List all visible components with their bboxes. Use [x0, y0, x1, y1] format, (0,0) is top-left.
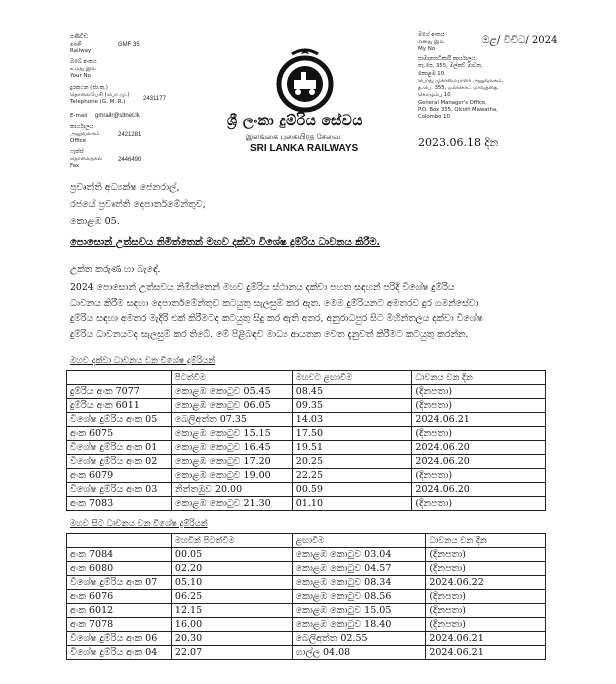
my-no-label-en: My No — [418, 46, 436, 52]
table-row — [67, 618, 546, 632]
email-label: E-mail — [70, 113, 88, 119]
table-cell: 02.20 — [171, 562, 292, 576]
table-cell: (දිනපතා) — [426, 604, 546, 618]
my-no-label-si: මගේ අංකය — [418, 32, 445, 38]
table-cell: ගාල්ල 04.08 — [292, 646, 426, 660]
table-header-cell: පිටත්වීම — [171, 371, 292, 385]
table-cell: 22.25 — [292, 469, 412, 483]
table-cell: අංක 6080 — [67, 562, 172, 576]
email-value: gmrailr@sltnet.lk — [95, 113, 140, 119]
address-line: General Manager's Office, — [418, 99, 487, 106]
subject-heading: පොසොන් උත්සවය නිමිත්තෙන් මහව දක්වා විශේෂ දුම්රිය ධාවනය කිරීම. — [70, 237, 381, 248]
fax-label-si: ෆැක්ස් — [70, 149, 84, 155]
office-address — [418, 56, 503, 122]
my-no-label-ta: எனது இல — [418, 39, 445, 45]
table-cell: 20.25 — [292, 455, 412, 469]
table-cell: (දිනපතා) — [412, 469, 546, 483]
table-row — [67, 427, 546, 441]
fax-label-en: Fax — [70, 163, 80, 169]
table-cell: විශේෂ දුම්රිය අංක 03 — [67, 483, 172, 497]
address-line: P.O. Box 355, Olcott Mawatha, — [418, 107, 498, 114]
telephone-field — [70, 85, 130, 106]
table-cell: කොළඹ කොටුව 16.45 — [171, 441, 292, 455]
table-cell: 14.03 — [292, 413, 412, 427]
table-row — [67, 469, 546, 483]
table-cell: කොළඹ කොටුව 06.05 — [171, 399, 292, 413]
table-cell: බෙලිඅත්ත 02.55 — [292, 632, 426, 646]
your-no-field — [70, 59, 97, 80]
table-cell: (දිනපතා) — [412, 399, 546, 413]
table-row — [67, 497, 546, 511]
table-row — [67, 632, 546, 646]
telegrams-value: GMF 35 — [118, 42, 140, 48]
table-cell: 2024.06.22 — [426, 576, 546, 590]
table-row — [67, 548, 546, 562]
org-title-tamil: இலங்கை புகையிரத சேவை — [246, 132, 341, 141]
table-cell: 2024.06.20 — [412, 483, 546, 497]
salutation: උක්ත කරුණ හා බැඳේ. — [70, 264, 161, 275]
table-cell: 05.10 — [171, 576, 292, 590]
table-header-cell: ධාවනය වන දින — [426, 534, 546, 548]
table-cell: දුම්රිය අංක 7077 — [67, 385, 172, 399]
your-no-label-ta: உமது இல — [70, 66, 96, 72]
org-title-english: SRI LANKA RAILWAYS — [250, 143, 359, 154]
table-cell: අංක 7084 — [67, 548, 172, 562]
address-line: සාමාන්‍යාධිකාරී කාර්යාලය, — [418, 56, 477, 62]
departures-from-mahawa-table — [66, 533, 546, 660]
table-header-row — [67, 371, 546, 385]
table-cell: විශේෂ දුම්රිය අංක 07 — [67, 576, 172, 590]
table-cell: 2024.06.20 — [412, 441, 546, 455]
telephone-label-si: දුරකථන (ජා.ක.) — [70, 85, 108, 91]
table-cell: කොළඹ කොටුව 15.15 — [171, 427, 292, 441]
office-label-en: Office — [70, 138, 87, 144]
paragraph-line: ධාවනය කිරීම සඳහා දෙපාර්තමේන්තුව කටයුතු සැලසුම් කර ඇත. මෙම දුම්රියනට අමතරව දුර ගමන්සේවා — [70, 297, 479, 309]
address-line: තැ.පෙ. 355, ඔල්කට් මාවත, — [418, 63, 483, 70]
recipient-line: රජයේ ප්‍රවෘත්ති දෙපාර්තමේන්තුව, — [70, 199, 206, 210]
reference-number: ඔළ/ විචිධ/ 2024 — [482, 35, 558, 46]
table-row — [67, 455, 546, 469]
table-header-cell — [67, 371, 172, 385]
table-cell: 2024.06.21 — [426, 646, 546, 660]
address-line: Colombo 10 — [418, 114, 450, 121]
table-cell: කොළඹ කොටුව 08.34 — [292, 576, 426, 590]
your-no-label-si: ඔබේ අංකය — [70, 59, 97, 65]
paragraph-line: 2024 පොසොන් උත්සවය නිමිත්තෙන් මහව දුම්රිය ස්ථානය දක්වා පහත සඳහන් පරිදි විශේෂ දුම්රිය — [70, 282, 455, 293]
table1-title: මහව දක්වා ධාවනය වන විශේෂ දුම්රියන් — [70, 356, 216, 366]
table-cell: 01.10 — [292, 497, 412, 511]
table-cell: 2024.06.21 — [426, 632, 546, 646]
table-row — [67, 646, 546, 660]
table2-title: මහව සිට ධාවනය වන විශේෂ දුම්රියන් — [70, 519, 208, 529]
table-cell: අංක 7083 — [67, 497, 172, 511]
table-cell: 09.35 — [292, 399, 412, 413]
table-cell: නිත්තඹුව 20.00 — [171, 483, 292, 497]
your-no-label-en: Your No — [70, 73, 91, 79]
table-cell: (දිනපතා) — [412, 497, 546, 511]
telegrams-label-en: Railway — [70, 48, 92, 54]
table-cell: 12.15 — [171, 604, 292, 618]
table-cell: 17.50 — [292, 427, 412, 441]
address-line: කොළඹ 10. — [418, 70, 446, 77]
table-cell: කොළඹ කොටුව 05.45 — [171, 385, 292, 399]
table-cell: 20.30 — [171, 632, 292, 646]
table-cell: කොළඹ කොටුව 17.20 — [171, 455, 292, 469]
table-cell: 00.59 — [292, 483, 412, 497]
paragraph-line: දුම්රිය ධාවනයටද සැලසුම් කර තිබේ. මේ පිළිබඳව මාධ්‍ය ආයතන වෙත දැනුවත් කිරීමට කටයුතු කරන්න. — [70, 328, 469, 340]
table-cell: අංක 6076 — [67, 590, 172, 604]
table-cell: 19.51 — [292, 441, 412, 455]
table-row — [67, 385, 546, 399]
table-header-cell: මහවට ළඟාවීම — [292, 371, 412, 385]
table-cell: අංක 6012 — [67, 604, 172, 618]
table-cell: (දිනපතා) — [426, 548, 546, 562]
table-cell: කොළඹ කොටුව 21.30 — [171, 497, 292, 511]
table-header-cell: මහවින් පිටත්වීම — [171, 534, 292, 548]
railway-emblem-icon — [270, 44, 340, 116]
fax-value: 2446490 — [118, 157, 142, 163]
table-row — [67, 483, 546, 497]
table-cell: කොළඹ කොටුව 18.40 — [292, 618, 426, 632]
paragraph-line: දුම්රිය සඳහා අමතර මැදිරි එක් කිරීමටද කටයුතු සිදු කර ඇති අතර, අනුරාධපුර සිට මිහින්තලය දක්වා විශේෂ — [70, 313, 483, 324]
table-cell: 22.07 — [171, 646, 292, 660]
telephone-value: 2431177 — [143, 96, 166, 102]
recipient-line: කොළඹ 05. — [70, 216, 120, 227]
office-field — [70, 124, 100, 145]
table-cell: විශේෂ දුම්රිය අංක 04 — [67, 646, 172, 660]
table-cell: විශේෂ දුම්රිය අංක 06 — [67, 632, 172, 646]
table-cell: 00.05 — [171, 548, 292, 562]
email-field — [70, 113, 140, 120]
table-cell: කොළඹ කොටුව 03.04 — [292, 548, 426, 562]
letter-date: 2023.06.18 දින — [418, 136, 499, 149]
table-header-cell: ධාවනය වන දින — [412, 371, 546, 385]
table-cell: විශේෂ දුම්රිය අංක 05 — [67, 413, 172, 427]
table-cell: 08.45 — [292, 385, 412, 399]
departures-to-mahawa-table — [66, 370, 546, 511]
telegrams-label-ta: தந்தி — [70, 41, 82, 47]
table-row — [67, 604, 546, 618]
table-cell: (දිනපතා) — [412, 385, 546, 399]
address-line: பொது முகாமையாளர் அலுவலகம், — [418, 77, 504, 84]
office-label-ta: அலுவலகம் — [70, 131, 100, 137]
fax-field — [70, 149, 102, 170]
table-cell: කොළඹ කොටුව 04.57 — [292, 562, 426, 576]
table-cell: විශේෂ දුම්රිය අංක 01 — [67, 441, 172, 455]
telegrams-label-si: පණිවිඩ — [70, 34, 88, 40]
table-cell: බෙලිඅත්ත 07.35 — [171, 413, 292, 427]
table-row — [67, 441, 546, 455]
table-cell: විශේෂ දුම්රිය අංක 02 — [67, 455, 172, 469]
table-row — [67, 399, 546, 413]
table-cell: 2024.06.21 — [412, 413, 546, 427]
table-cell: අංක 6079 — [67, 469, 172, 483]
table-cell: 06.25 — [171, 590, 292, 604]
telephone-label-en: Telephone (G. M. R.) — [70, 99, 126, 105]
table-row — [67, 562, 546, 576]
table-cell: 16.00 — [171, 618, 292, 632]
address-line: கொழும்பு 10 — [418, 92, 451, 99]
office-label-si: කාර්යාලය — [70, 124, 94, 130]
table-cell: කොළඹ කොටුව 15.05 — [292, 604, 426, 618]
table-cell: 2024.06.20 — [412, 455, 546, 469]
table-cell: කොළඹ කොටුව 08.56 — [292, 590, 426, 604]
table-cell: (දිනපතා) — [426, 562, 546, 576]
office-value: 2421281 — [118, 132, 142, 138]
table-cell: (දිනපතා) — [412, 427, 546, 441]
recipient-line: ප්‍රවෘත්ති අධ්‍යක්ෂ ජෙනරාල්, — [70, 182, 180, 193]
table-row — [67, 576, 546, 590]
table-cell: (දිනපතා) — [426, 618, 546, 632]
my-no-field — [418, 32, 445, 53]
table-header-row — [67, 534, 546, 548]
telegrams-field — [70, 34, 91, 55]
fax-label-ta: தொலைநகல் — [70, 156, 103, 162]
table-header-cell — [67, 534, 172, 548]
address-line: த.பெ. 355, ஒல்கொட் மாவத்தை, — [418, 85, 499, 92]
table-row — [67, 590, 546, 604]
table-cell: දුම්රිය අංක 6011 — [67, 399, 172, 413]
table-header-cell: ළඟාවීම — [292, 534, 426, 548]
telephone-label-ta: தொலைபேசி (பொ.மு.) — [70, 92, 130, 98]
org-title-sinhala: ශ්‍රී ලංකා දුම්රිය සේවය — [227, 113, 363, 129]
table-cell: අංක 6075 — [67, 427, 172, 441]
table-row — [67, 413, 546, 427]
table-cell: (දිනපතා) — [426, 590, 546, 604]
body-paragraph — [70, 280, 483, 342]
table-cell: කොළඹ කොටුව 19.00 — [171, 469, 292, 483]
table-cell: අංක 7078 — [67, 618, 172, 632]
